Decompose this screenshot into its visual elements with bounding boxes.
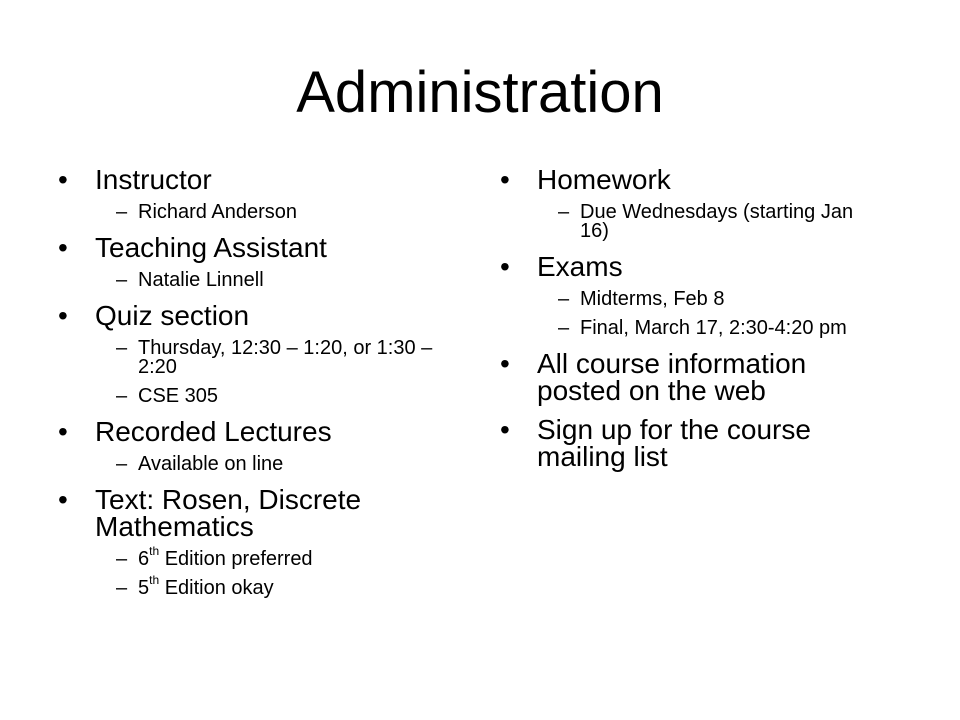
bullet-instructor: • Instructor xyxy=(58,166,438,193)
sub-item-homework-due: – Due Wednesdays (starting Jan 16) xyxy=(558,201,854,242)
slide-title: Administration xyxy=(296,60,664,125)
bullet-exams: • Exams xyxy=(500,253,880,280)
sub-item-edition-okay: – 5th Edition okay xyxy=(116,573,274,599)
sub-item-instructor-name: – Richard Anderson xyxy=(116,201,297,223)
sub-item-lectures-availability: – Available on line xyxy=(116,453,284,475)
sub-item-final: – Final, March 17, 2:30-4:20 pm xyxy=(558,317,847,339)
sub-item-ta-name: – Natalie Linnell xyxy=(116,269,264,291)
sub-item-edition-preferred: – 6th Edition preferred xyxy=(116,544,313,570)
bullet-teaching-assistant: • Teaching Assistant xyxy=(58,234,438,261)
bullet-course-info: • All course information posted on the web xyxy=(500,350,880,404)
bullet-homework: • Homework xyxy=(500,166,880,193)
bullet-quiz-section: • Quiz section xyxy=(58,302,438,329)
sub-item-quiz-room: – CSE 305 xyxy=(116,385,219,407)
bullet-mailing-list: • Sign up for the course mailing list xyxy=(500,416,880,470)
bullet-recorded-lectures: • Recorded Lectures xyxy=(58,418,438,445)
bullet-textbook: • Text: Rosen, Discrete Mathematics xyxy=(58,486,438,540)
left-column xyxy=(58,166,438,610)
sub-item-quiz-time: – Thursday, 12:30 – 1:20, or 1:30 – 2:20 xyxy=(116,337,433,378)
sub-item-midterms: – Midterms, Feb 8 xyxy=(558,288,725,310)
right-column xyxy=(500,166,880,482)
